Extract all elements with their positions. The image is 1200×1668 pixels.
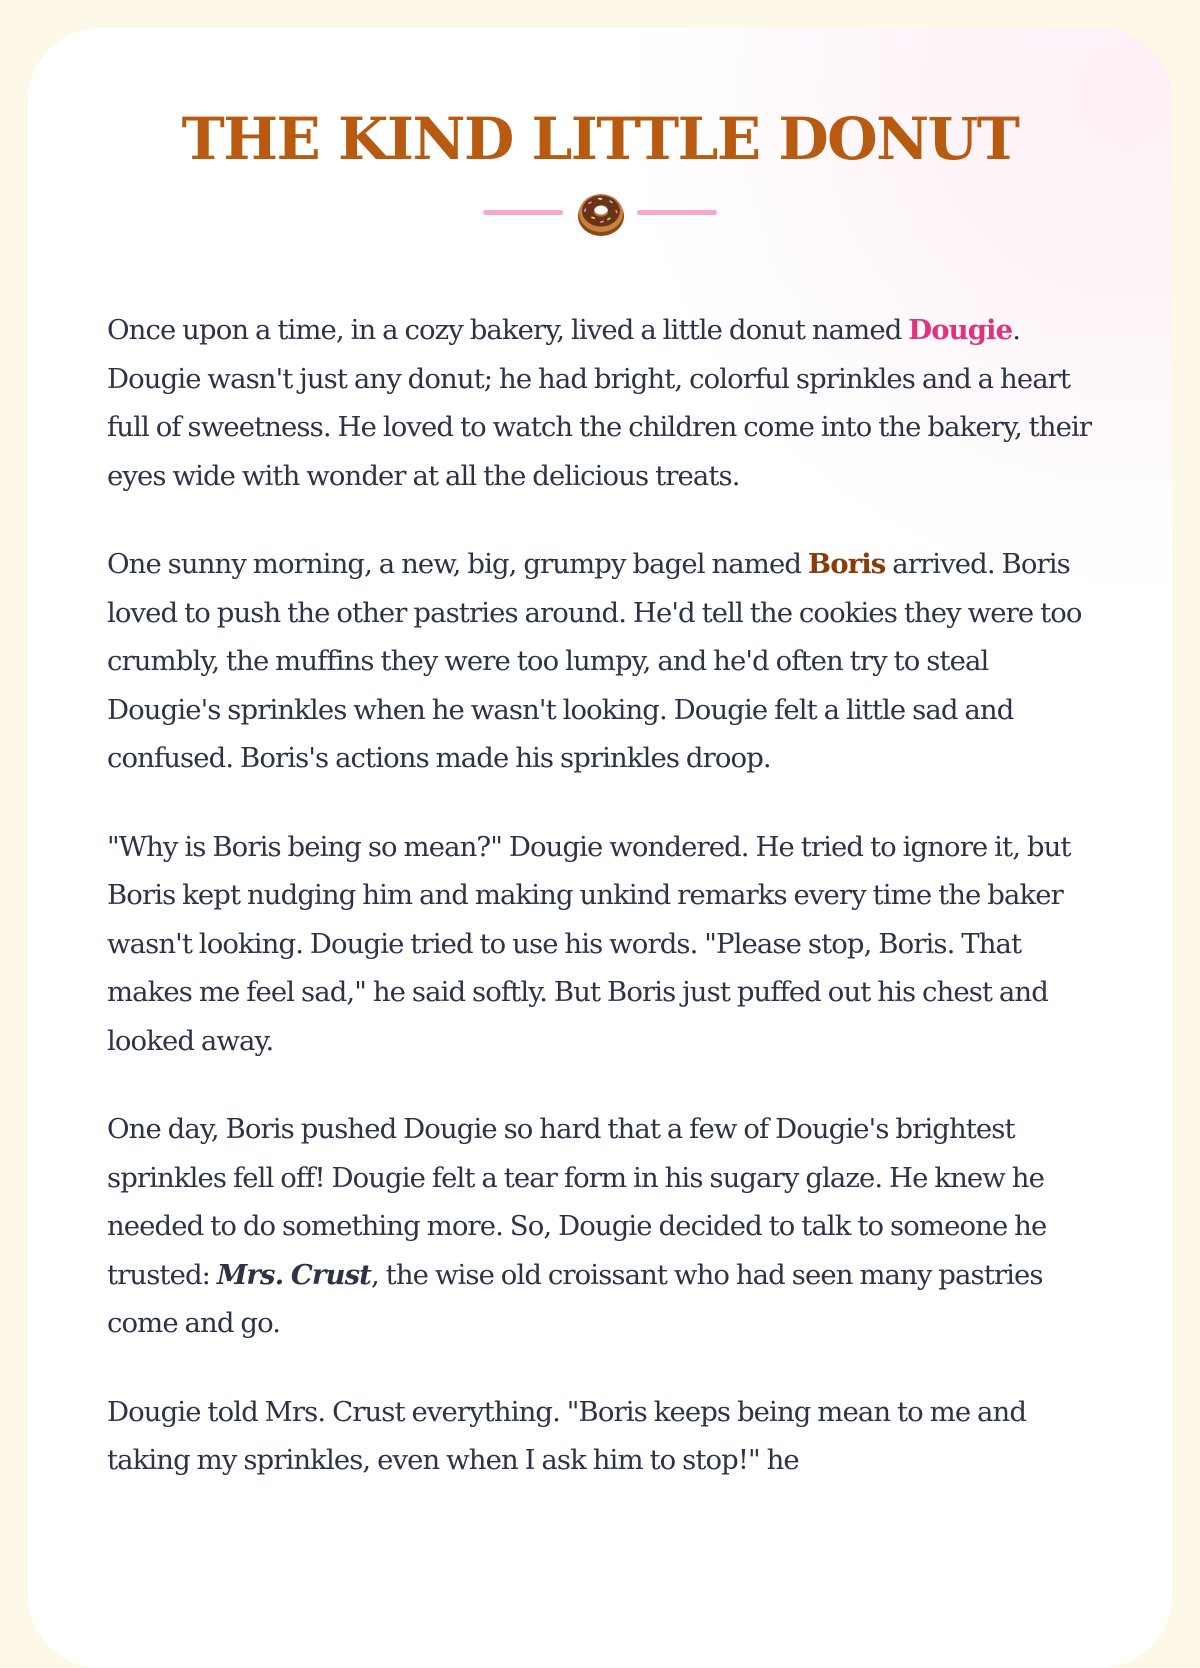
story-paragraph-3: "Why is Boris being so mean?" Dougie wondered. He tried to ignore it, but Boris kept nudging him and making unkind remarks every time the baker wasn't looking. Dougie tried to use his words. "Please stop, Boris. That makes me feel sad," he said softly. But Boris just puffed out his chest and looked away. [107, 830, 1071, 1057]
story-paragraph-1 [107, 306, 1103, 500]
paragraph-1-text-b: . Dougie wasn't just any donut; he had bright, colorful sprinkles and a heart full of sweetness. He loved to watch the children come into the bakery, their eyes wide with wonder at all the delicious treats. [107, 314, 1092, 492]
character-name-boris: Boris [807, 548, 886, 580]
divider-line-left [483, 210, 563, 215]
story-paragraph-5: Dougie told Mrs. Crust everything. "Boris keeps being mean to me and taking my sprinkles, even when I ask him to stop!" he [107, 1395, 1027, 1476]
divider-line-right [637, 210, 717, 215]
character-name-dougie: Dougie [908, 314, 1013, 346]
paragraph-4-text-a: One day, Boris pushed Dougie so hard that a few of Dougie's brightest sprinkles fell off! Dougie felt a tear form in his sugary glaze. He knew he needed to do something more. So, Dougie decided to talk to someone he trusted: [107, 1113, 1047, 1291]
story-paragraph-4 [107, 1105, 1103, 1348]
story-paragraph-2 [107, 540, 1103, 783]
paragraph-2-text-b: arrived. Boris loved to push the other pastries around. He'd tell the cookies they were too crumbly, the muffins they were too lumpy, and he'd often try to steal Dougie's sprinkles when he wasn't looking. Dougie felt a little sad and confused. Boris's actions made his sprinkles droop. [107, 548, 1082, 774]
story-title: THE KIND LITTLE DONUT [181, 105, 1019, 173]
paragraph-4-text-b: , the wise old croissant who had seen many pastries come and go. [107, 1258, 1043, 1339]
paragraph-2-text-a: One sunny morning, a new, big, grumpy bagel named [107, 548, 808, 580]
donut-icon [576, 188, 626, 238]
story-body [107, 306, 1103, 1525]
character-name-mrs-crust: Mrs. Crust [216, 1258, 371, 1291]
paragraph-1-text-a: Once upon a time, in a cozy bakery, lived a little donut named [107, 314, 909, 346]
title-divider [0, 188, 1200, 238]
